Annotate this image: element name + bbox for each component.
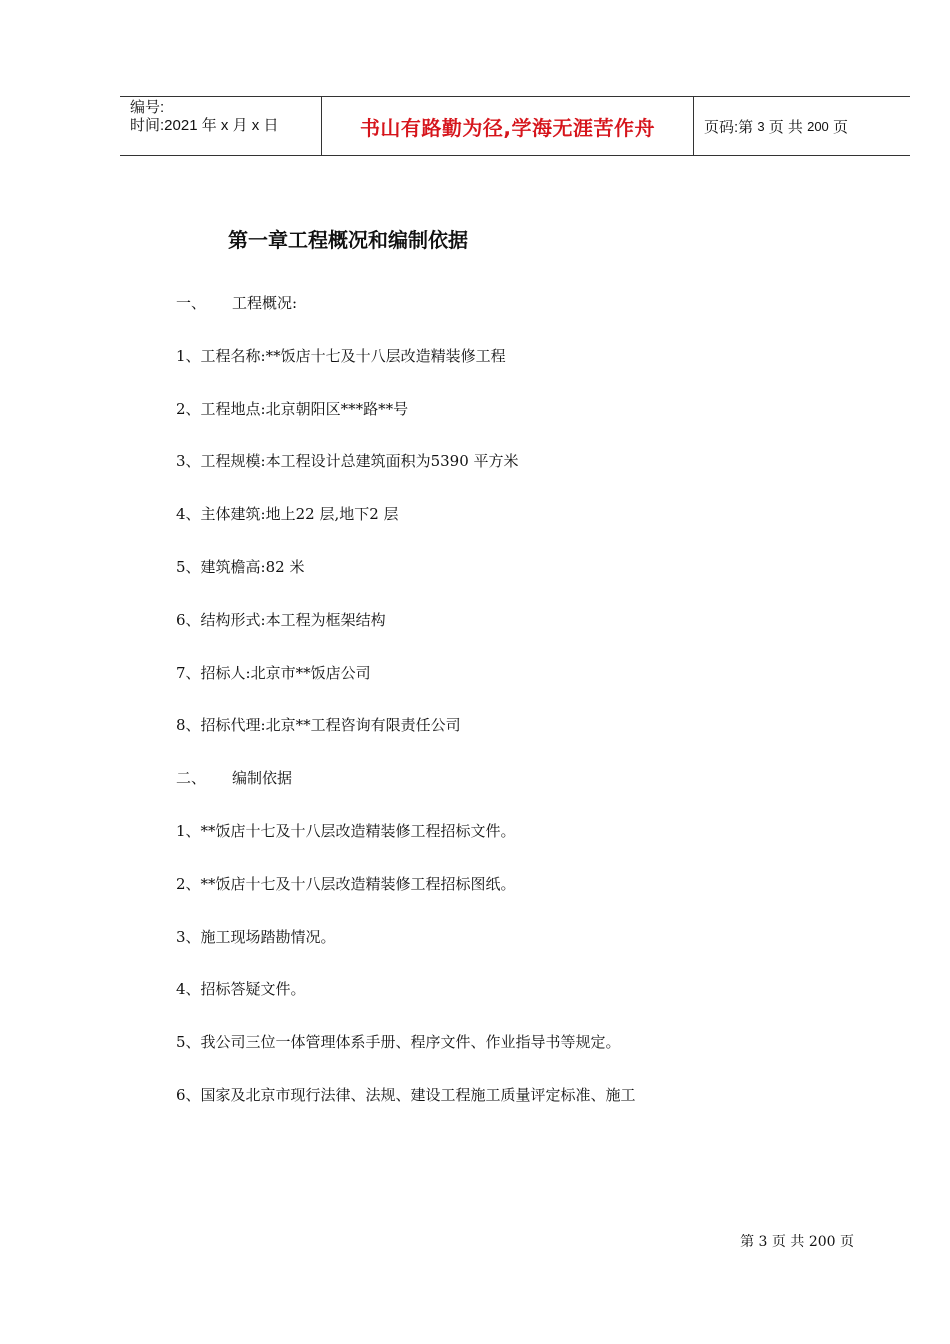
section-heading-overview <box>176 292 896 345</box>
header-page-info <box>694 97 910 155</box>
list-item: 6、结构形式:本工程为框架结构 <box>176 610 386 629</box>
section-title: 编制依据 <box>232 769 293 788</box>
list-item: 7、招标人:北京市**饭店公司 <box>176 663 371 682</box>
section-number: 一、 <box>176 294 207 312</box>
header-page-suffix: 页 <box>832 118 848 136</box>
time-year: 2021 <box>164 117 198 134</box>
header-page-prefix: 页码:第 <box>704 118 754 136</box>
header-slogan: 书山有路勤为径,学海无涯苦作舟 <box>359 115 656 140</box>
list-item: 1、工程名称:**饭店十七及十八层改造精装修工程 <box>176 346 506 365</box>
section-number: 二、 <box>176 769 207 788</box>
header-page-middle: 页 共 <box>768 118 803 136</box>
time-day-suffix: 日 <box>263 117 279 134</box>
list-item: 4、主体建筑:地上22 层,地下2 层 <box>176 505 399 524</box>
header-page-current: 3 <box>757 118 765 134</box>
document-time <box>130 117 321 135</box>
list-item: 5、建筑檐高:82 米 <box>176 557 305 576</box>
time-month: x <box>220 117 229 134</box>
header-slogan-cell <box>321 97 694 155</box>
list-item: 2、**饭店十七及十八层改造精装修工程招标图纸。 <box>176 874 516 893</box>
time-year-suffix: 年 <box>201 117 217 134</box>
list-item: 1、**饭店十七及十八层改造精装修工程招标文件。 <box>176 821 516 840</box>
time-day: x <box>251 117 260 134</box>
time-label: 时间: <box>130 117 165 134</box>
list-item: 2、工程地点:北京朝阳区***路**号 <box>176 399 409 418</box>
document-body <box>176 292 896 1137</box>
list-item: 6、国家及北京市现行法律、法规、建设工程施工质量评定标准、施工 <box>176 1085 636 1104</box>
page-header <box>120 96 910 156</box>
page-footer <box>740 1231 854 1251</box>
footer-page-current: 3 <box>758 1234 768 1250</box>
section-title: 工程概况: <box>232 294 298 312</box>
list-item: 5、我公司三位一体管理体系手册、程序文件、作业指导书等规定。 <box>176 1033 621 1052</box>
footer-page-middle: 页 共 <box>771 1234 805 1250</box>
footer-page-total: 200 <box>808 1234 836 1250</box>
document-number-label: 编号: <box>130 99 165 116</box>
list-item: 4、招标答疑文件。 <box>176 980 306 999</box>
header-meta <box>120 97 321 155</box>
header-page-total: 200 <box>807 118 829 134</box>
footer-page-suffix: 页 <box>840 1234 854 1250</box>
list-item: 8、招标代理:北京**工程咨询有限责任公司 <box>176 716 461 735</box>
list-item: 3、施工现场踏勘情况。 <box>176 927 336 946</box>
section-heading-basis <box>176 767 896 820</box>
chapter-title: 第一章工程概况和编制依据 <box>228 228 468 252</box>
time-month-suffix: 月 <box>232 117 248 134</box>
list-item: 3、工程规模:本工程设计总建筑面积为5390 平方米 <box>176 452 519 471</box>
footer-page-prefix: 第 <box>740 1234 755 1250</box>
